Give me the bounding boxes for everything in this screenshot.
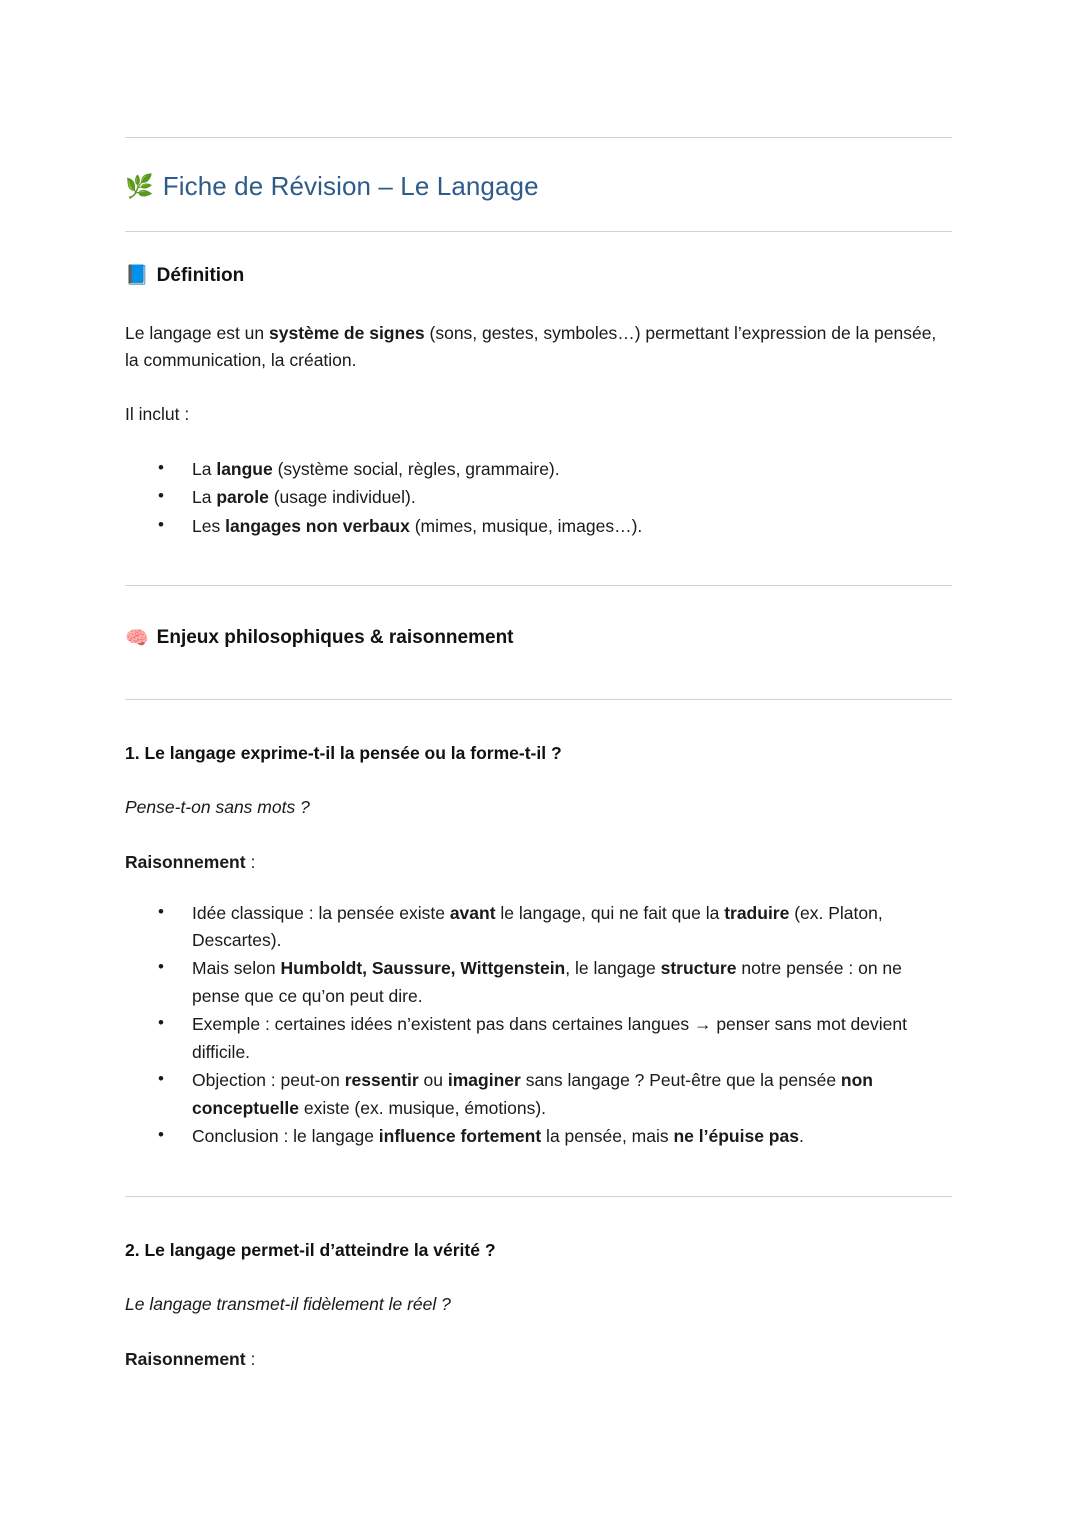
spacer [125, 232, 952, 264]
spacer [125, 700, 952, 740]
reasoning-label-text: Raisonnement [125, 851, 246, 872]
list-item [125, 955, 952, 1010]
list-item [125, 900, 952, 955]
bullet-bold: langue [216, 458, 273, 479]
spacer [125, 586, 952, 626]
list-item [125, 1011, 952, 1066]
bullet-pre: La [192, 487, 217, 508]
reasoning-label-text: Raisonnement [125, 1348, 246, 1369]
bullet-seg: ou [418, 1070, 448, 1091]
section-heading-definition [125, 264, 952, 289]
document-content [125, 0, 952, 1372]
bullet-seg: Objection : peut-on [192, 1070, 345, 1091]
section-heading-definition-label: Définition [156, 264, 245, 286]
spacer [125, 541, 952, 585]
bullet-seg: sans langage ? Peut-être que la pensée [520, 1070, 841, 1091]
reasoning-label-colon: : [245, 851, 256, 872]
herb-leaf-icon: 🌿 [125, 172, 154, 199]
definition-paragraph [125, 320, 952, 373]
bullet-seg: le langage, qui ne fait que la [495, 902, 725, 923]
section-heading-enjeux-label: Enjeux philosophiques & raisonnement [156, 627, 514, 649]
spacer [125, 821, 952, 849]
bullet-post: (usage individuel). [268, 487, 416, 508]
spacer [125, 138, 952, 170]
spacer [125, 766, 952, 794]
spacer [125, 203, 952, 231]
spacer [125, 1152, 952, 1196]
bullet-seg: Mais selon [192, 958, 281, 979]
list-item [125, 456, 952, 483]
bullet-seg: la pensée, mais [541, 1126, 674, 1147]
bullet-pre: La [192, 458, 217, 479]
bullet-bold: ressentir [344, 1070, 419, 1091]
bullet-post: (système social, règles, grammaire). [272, 458, 560, 479]
bullet-bold: ne l’épuise pas [673, 1126, 799, 1147]
spacer [125, 1318, 952, 1346]
bullet-seg: . [798, 1126, 804, 1147]
spacer [125, 428, 952, 456]
page-title [125, 170, 952, 203]
bullet-post: (mimes, musique, images…). [409, 515, 643, 536]
page-title-text: Fiche de Révision – Le Langage [162, 171, 539, 201]
list-item [125, 1123, 952, 1150]
top-spacer [125, 0, 952, 137]
brain-icon: 🧠 [125, 628, 149, 650]
definition-intro: Il inclut : [125, 404, 190, 425]
question-1-reasoning-label [125, 849, 952, 876]
reasoning-label-colon: : [245, 1348, 256, 1369]
bullet-bold: non conceptuelle [192, 1070, 873, 1118]
bullet-bold: Humboldt, Saussure, Wittgenstein [280, 958, 566, 979]
definition-bold-term: système de signes [269, 323, 425, 344]
spacer [125, 1263, 952, 1291]
bullet-seg: , le langage [565, 958, 661, 979]
bullet-bold: parole [216, 487, 269, 508]
bullet-seg: existe (ex. musique, émotions). [298, 1097, 547, 1118]
question-1-subtitle: Pense-t-on sans mots ? [125, 797, 310, 818]
question-2-heading: 2. Le langage permet-il d’atteindre la vérité ? [125, 1239, 496, 1260]
section-heading-enjeux [125, 626, 952, 651]
definition-text-part2: (sons, gestes, symboles…) permettant l’expression de la pensée, la communication, la création. [125, 323, 937, 370]
list-item [125, 1067, 952, 1122]
bullet-seg: notre pensée : on ne pense que ce qu’on peut dire. [192, 958, 902, 1006]
bullet-seg: Conclusion : le langage [192, 1126, 379, 1147]
spacer [125, 288, 952, 320]
bullet-bold: structure [660, 958, 737, 979]
spacer [125, 1197, 952, 1237]
bullet-bold: langages non verbaux [225, 515, 410, 536]
bullet-bold: influence fortement [378, 1126, 542, 1147]
question-2-subtitle: Le langage transmet-il fidèlement le réel ? [125, 1293, 451, 1314]
bullet-seg: Exemple : certaines idées n’existent pas dans certaines langues → penser sans mot devient difficile. [192, 1014, 907, 1062]
bullet-bold: avant [449, 902, 496, 923]
definition-text-part1: Le langage est un [125, 323, 270, 344]
list-item [125, 484, 952, 511]
definition-bullet-list [125, 456, 952, 540]
bullet-seg: (ex. Platon, Descartes). [192, 902, 883, 950]
blue-book-icon: 📘 [125, 265, 149, 287]
question-1-heading: 1. Le langage exprime-t-il la pensée ou la forme-t-il ? [125, 743, 562, 764]
question-1-bullet-list [125, 900, 952, 1151]
spacer [125, 651, 952, 699]
spacer [125, 373, 952, 401]
spacer [125, 876, 952, 900]
bullet-pre: Les [192, 515, 226, 536]
bullet-seg: Idée classique : la pensée existe [192, 902, 450, 923]
bullet-bold: imaginer [447, 1070, 521, 1091]
list-item [125, 513, 952, 540]
question-2-reasoning-label [125, 1346, 952, 1373]
bullet-bold: traduire [724, 902, 790, 923]
